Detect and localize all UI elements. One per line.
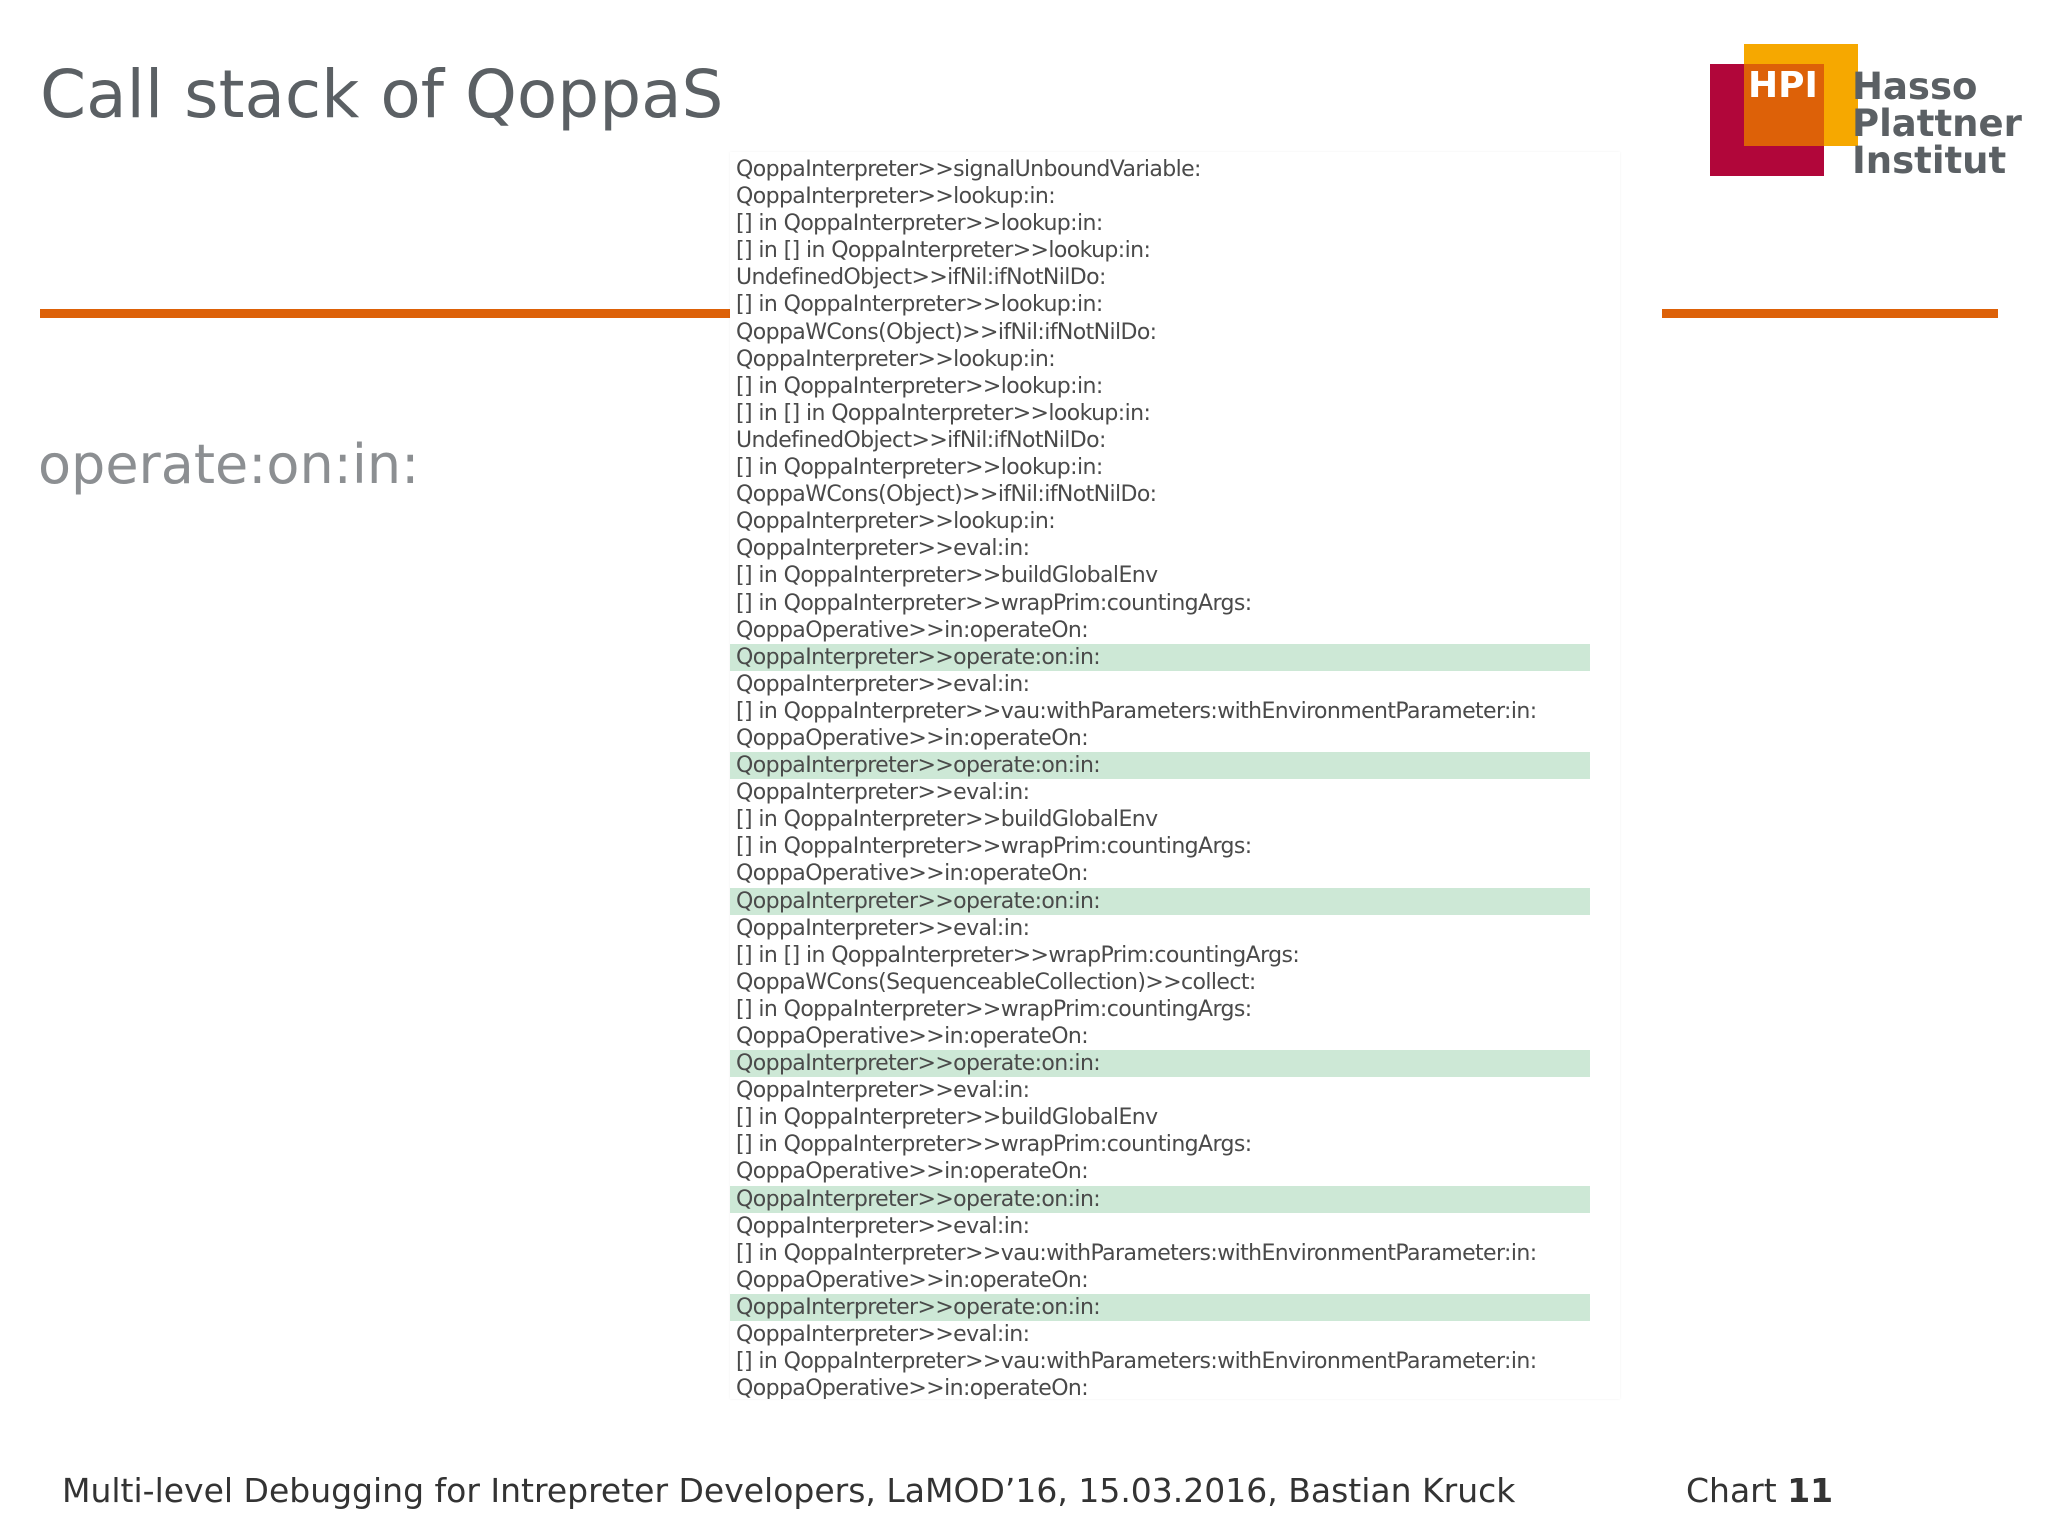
call-stack-frame: QoppaWCons(Object)>>ifNil:ifNotNilDo:	[736, 482, 1157, 508]
logo-name-line2: Plattner	[1852, 102, 2022, 145]
call-stack-frame: [] in QoppaInterpreter>>vau:withParameters:withEnvironmentParameter:in:	[736, 1240, 1537, 1266]
chart-label	[1686, 1471, 1834, 1510]
call-stack-panel	[730, 152, 1620, 1399]
call-stack-frame: [] in QoppaInterpreter>>lookup:in:	[736, 373, 1103, 399]
call-stack-frame: QoppaWCons(SequenceableCollection)>>collect:	[736, 969, 1256, 995]
call-stack-frame: QoppaOperative>>in:operateOn:	[736, 861, 1089, 887]
call-stack-frame-highlighted: QoppaInterpreter>>operate:on:in:	[730, 1050, 1590, 1077]
call-stack-frame: QoppaInterpreter>>eval:in:	[736, 671, 1030, 697]
call-stack-frame-highlighted: QoppaInterpreter>>operate:on:in:	[730, 1186, 1590, 1213]
call-stack-frame: QoppaOperative>>in:operateOn:	[736, 1159, 1089, 1185]
call-stack-frame: [] in [] in QoppaInterpreter>>wrapPrim:countingArgs:	[736, 942, 1300, 968]
call-stack-frame: [] in [] in QoppaInterpreter>>lookup:in:	[736, 238, 1151, 264]
logo-mark: HPI	[1748, 65, 1818, 106]
call-stack-frame: QoppaOperative>>in:operateOn:	[736, 1376, 1089, 1399]
call-stack-frame: [] in QoppaInterpreter>>lookup:in:	[736, 455, 1103, 481]
logo-name	[1852, 65, 2022, 182]
method-subtitle: operate:on:in:	[38, 433, 420, 496]
call-stack-frame: QoppaInterpreter>>lookup:in:	[736, 346, 1056, 372]
call-stack-frame: [] in QoppaInterpreter>>buildGlobalEnv	[736, 563, 1158, 589]
call-stack-frame: [] in QoppaInterpreter>>wrapPrim:countingArgs:	[736, 1132, 1252, 1158]
call-stack-frame: QoppaOperative>>in:operateOn:	[736, 1024, 1089, 1049]
call-stack-frame: UndefinedObject>>ifNil:ifNotNilDo:	[736, 265, 1106, 291]
call-stack-frame: [] in QoppaInterpreter>>wrapPrim:countingArgs:	[736, 996, 1252, 1022]
call-stack-frame: QoppaInterpreter>>eval:in:	[736, 780, 1030, 806]
call-stack-frame: [] in [] in QoppaInterpreter>>lookup:in:	[736, 400, 1151, 426]
slide-title: Call stack of QoppaS	[40, 56, 724, 133]
call-stack-frame: QoppaInterpreter>>signalUnboundVariable:	[736, 157, 1201, 182]
call-stack-frame: QoppaOperative>>in:operateOn:	[736, 617, 1089, 643]
title-divider-left	[40, 309, 734, 318]
call-stack-frame: [] in QoppaInterpreter>>vau:withParameters:withEnvironmentParameter:in:	[736, 1349, 1537, 1375]
call-stack-frame: [] in QoppaInterpreter>>lookup:in:	[736, 292, 1103, 318]
call-stack-frame: [] in QoppaInterpreter>>buildGlobalEnv	[736, 807, 1158, 833]
call-stack-frame: QoppaInterpreter>>eval:in:	[736, 536, 1030, 562]
chart-number: 11	[1787, 1471, 1834, 1510]
call-stack-frame: QoppaWCons(Object)>>ifNil:ifNotNilDo:	[736, 319, 1157, 345]
call-stack-frame: QoppaInterpreter>>eval:in:	[736, 1213, 1030, 1239]
call-stack-frame-highlighted: QoppaInterpreter>>operate:on:in:	[730, 1294, 1590, 1321]
call-stack-frame: QoppaInterpreter>>lookup:in:	[736, 509, 1056, 535]
title-divider-right	[1662, 309, 1998, 318]
call-stack-frame-highlighted: QoppaInterpreter>>operate:on:in:	[730, 752, 1590, 779]
call-stack-frame: [] in QoppaInterpreter>>wrapPrim:countingArgs:	[736, 834, 1252, 860]
call-stack-frame: [] in QoppaInterpreter>>vau:withParameters:withEnvironmentParameter:in:	[736, 698, 1537, 724]
call-stack-frame: [] in QoppaInterpreter>>buildGlobalEnv	[736, 1105, 1158, 1131]
call-stack-frame: QoppaOperative>>in:operateOn:	[736, 1267, 1089, 1293]
call-stack-frame-highlighted: QoppaInterpreter>>operate:on:in:	[730, 888, 1590, 915]
call-stack-frame: QoppaInterpreter>>eval:in:	[736, 915, 1030, 941]
call-stack-frame: QoppaOperative>>in:operateOn:	[736, 725, 1089, 751]
call-stack-frame: QoppaInterpreter>>eval:in:	[736, 1078, 1030, 1104]
chart-label-text: Chart	[1686, 1471, 1777, 1510]
call-stack-frame: [] in QoppaInterpreter>>wrapPrim:countingArgs:	[736, 590, 1252, 616]
logo-name-line3: Institut	[1852, 139, 2007, 182]
call-stack-frame: [] in QoppaInterpreter>>lookup:in:	[736, 211, 1103, 237]
call-stack-frame: QoppaInterpreter>>lookup:in:	[736, 184, 1056, 210]
call-stack-frame: QoppaInterpreter>>eval:in:	[736, 1322, 1030, 1348]
call-stack-list	[730, 156, 1620, 1399]
footer-text: Multi-level Debugging for Intrepreter Developers, LaMOD’16, 15.03.2016, Bastian Kruck	[62, 1471, 1516, 1510]
logo-name-line1: Hasso	[1852, 65, 1978, 108]
hpi-logo	[1708, 44, 2022, 184]
call-stack-frame: UndefinedObject>>ifNil:ifNotNilDo:	[736, 427, 1106, 453]
call-stack-frame-highlighted: QoppaInterpreter>>operate:on:in:	[730, 644, 1590, 671]
